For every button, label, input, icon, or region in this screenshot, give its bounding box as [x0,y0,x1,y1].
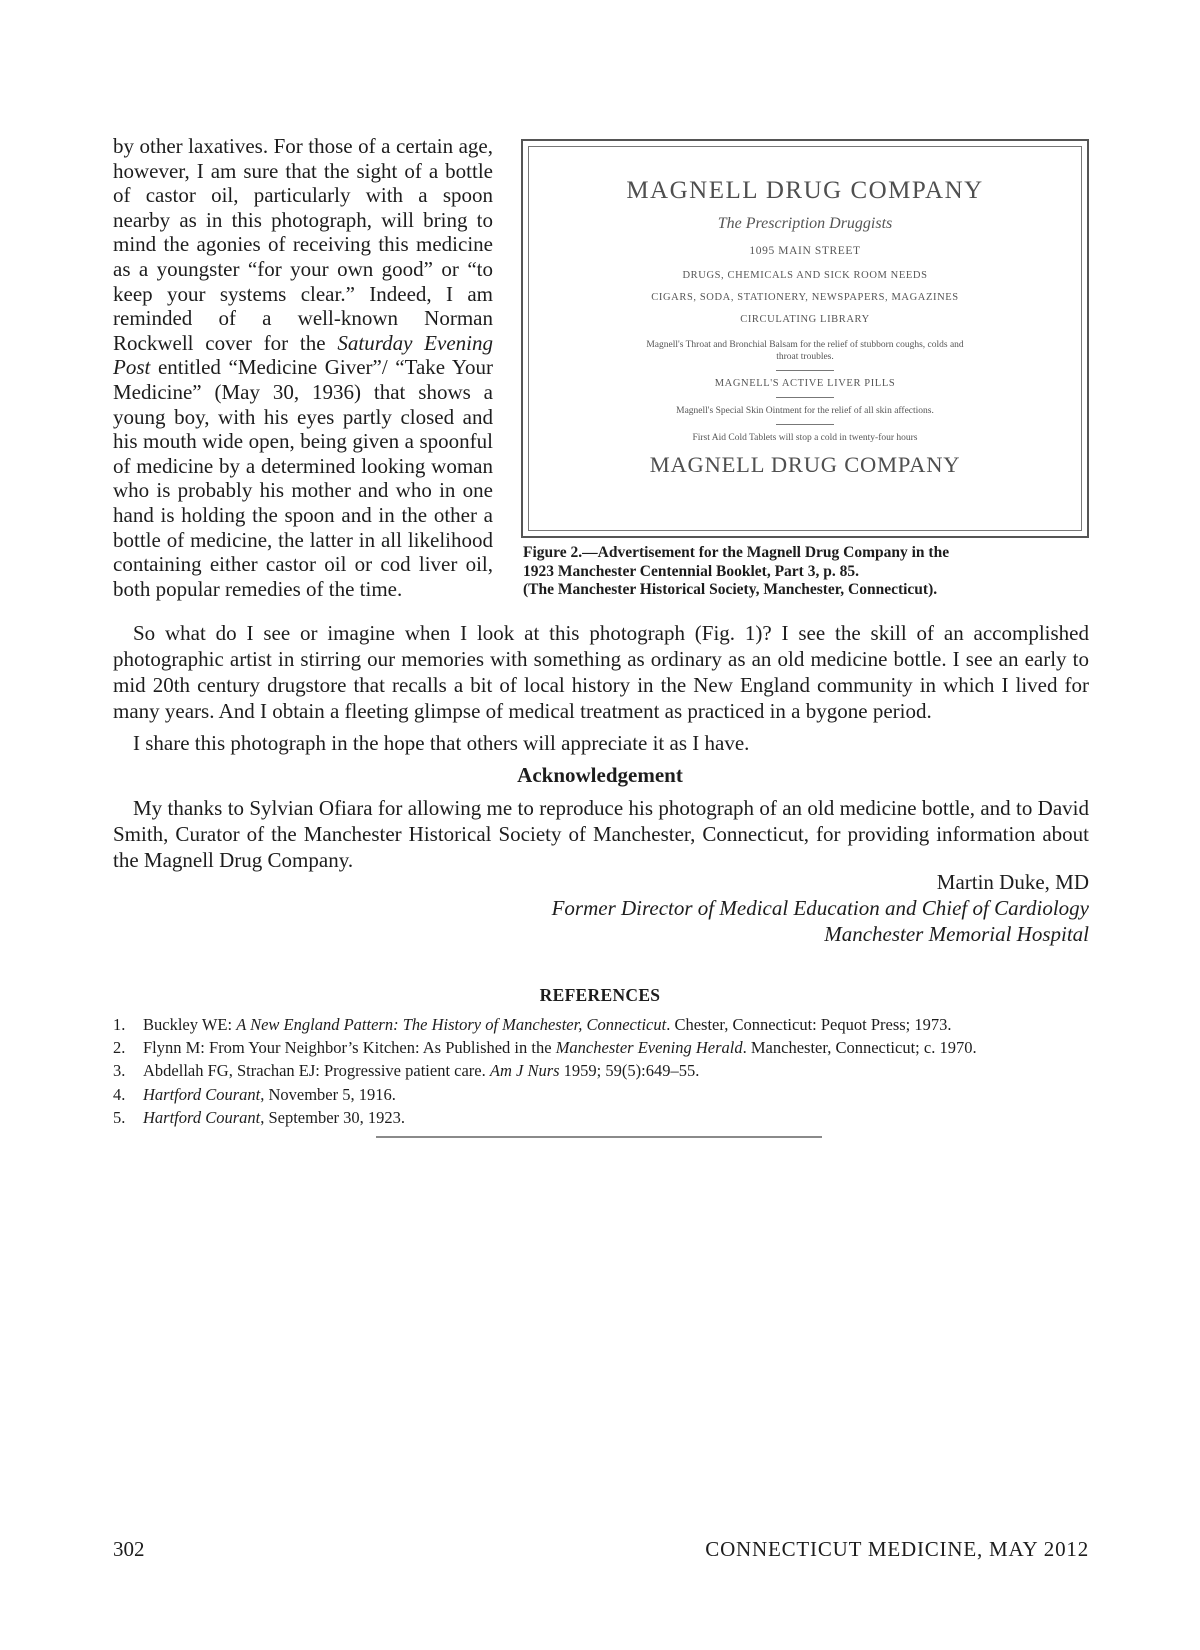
ad-liver-pills: MAGNELL'S ACTIVE LIVER PILLS [714,378,896,389]
ad-divider [776,424,834,425]
ad-divider [776,397,834,398]
ad-subtitle: The Prescription Druggists [717,215,893,232]
author-hospital: Manchester Memorial Hospital [824,922,1089,946]
body-paragraph: I share this photograph in the hope that others will appreciate it as I have. [133,731,750,755]
reference-item: 1. Buckley WE: A New England Pattern: The History of Manchester, Connecticut. Chester, Connecticut: Pequot Press; 1973. [113,1015,952,1034]
caption-line: Figure 2.—Advertisement for the Magnell Drug Company in the [523,544,950,561]
page-number: 302 [113,1537,145,1561]
reference-item: 2. Flynn M: From Your Neighbor’s Kitchen: As Published in the Manchester Evening Herald. Manchester, Connecticut; c. 1970. [113,1038,977,1058]
author-title: Former Director of Medical Education and Chief of Cardiology [551,896,1089,920]
reference-item: 3. Abdellah FG, Strachan EJ: Progressive patient care. Am J Nurs 1959; 59(5):649–55. [113,1061,700,1081]
author-name: Martin Duke, MD [936,870,1089,894]
figure-caption [523,544,1089,600]
ad-cold-tablets: First Aid Cold Tablets will stop a cold in twenty-four hours [692,433,918,443]
ad-divider [776,370,834,371]
section-divider [376,1136,822,1138]
reference-list [113,1013,1093,1129]
ad-line-drugs: DRUGS, CHEMICALS AND SICK ROOM NEEDS [682,270,928,281]
references-heading: REFERENCES [539,985,661,1005]
ad-line-cigars: CIGARS, SODA, STATIONERY, NEWSPAPERS, MAGAZINES [651,292,959,303]
acknowledgement-heading: Acknowledgement [517,763,683,787]
caption-line: 1923 Manchester Centennial Booklet, Part 3, p. 85. [523,562,859,580]
left-text-part1: by other laxatives. For those of a certain age, however, I am sure that the sight of a bottle of castor oil, particularly with a spoon nearby as in this photograph, will bring to mind the agonies of receiving this medicine as a youngster “for your own good” or “to keep your systems clear.” Indeed, I am reminded of a well-known Norman Rockwell cover for the [113,134,493,355]
ad-line-library: CIRCULATING LIBRARY [740,314,870,325]
reference-item: 4. Hartford Courant, November 5, 1916. [113,1084,396,1104]
acknowledgement-paragraph: My thanks to Sylvian Ofiara for allowing me to reproduce his photograph of an old medicine bottle, and to David Smith, Curator of the Manchester Historical Society of Manchester, Connecticut, for providing information about the Magnell Drug Company. [113,796,1089,872]
ad-ointment: Magnell's Special Skin Ointment for the relief of all skin affections. [676,406,934,416]
ad-address: 1095 MAIN STREET [749,245,861,257]
advertisement-frame [521,139,1089,538]
ad-balsam: Magnell's Throat and Bronchial Balsam for the relief of stubborn coughs, colds and throat troubles. [646,340,964,362]
body-text [113,620,1089,756]
left-column-paragraph [113,134,493,601]
ad-title: MAGNELL DRUG COMPANY [626,177,984,204]
journal-footer: CONNECTICUT MEDICINE, MAY 2012 [705,1537,1089,1561]
reference-item: 5. Hartford Courant, September 30, 1923. [113,1107,406,1127]
ad-footer-title: MAGNELL DRUG COMPANY [649,452,961,477]
magazine-title: Saturday Evening Post [113,330,493,380]
caption-line: (The Manchester Historical Society, Manchester, Connecticut). [523,581,938,598]
acknowledgement-text [113,795,1089,873]
body-paragraph: So what do I see or imagine when I look at this photograph (Fig. 1)? I see the skill of an accomplished photographic artist in stirring our memories with something as ordinary as an old medicine bottle. I see an early to mid 20th century drugstore that recalls a bit of local history in the New England community in which I lived for many years. And I obtain a fleeting glimpse of medical treatment as practiced in a bygone period. [113,621,1089,723]
left-column-text [113,134,493,601]
figure-2 [521,139,1089,600]
advertisement [528,146,1082,531]
left-text-part2: entitled “Medicine Giver”/ “Take Your Medicine” (May 30, 1936) that shows a young boy, with his eyes partly closed and his mouth wide open, being given a spoonful of medicine by a determined looking woman who is probably his mother and who in one hand is holding the spoon and in the other a bottle of medicine, the latter in all likelihood containing either castor oil or cod liver oil, both popular remedies of the time. [113,355,493,601]
